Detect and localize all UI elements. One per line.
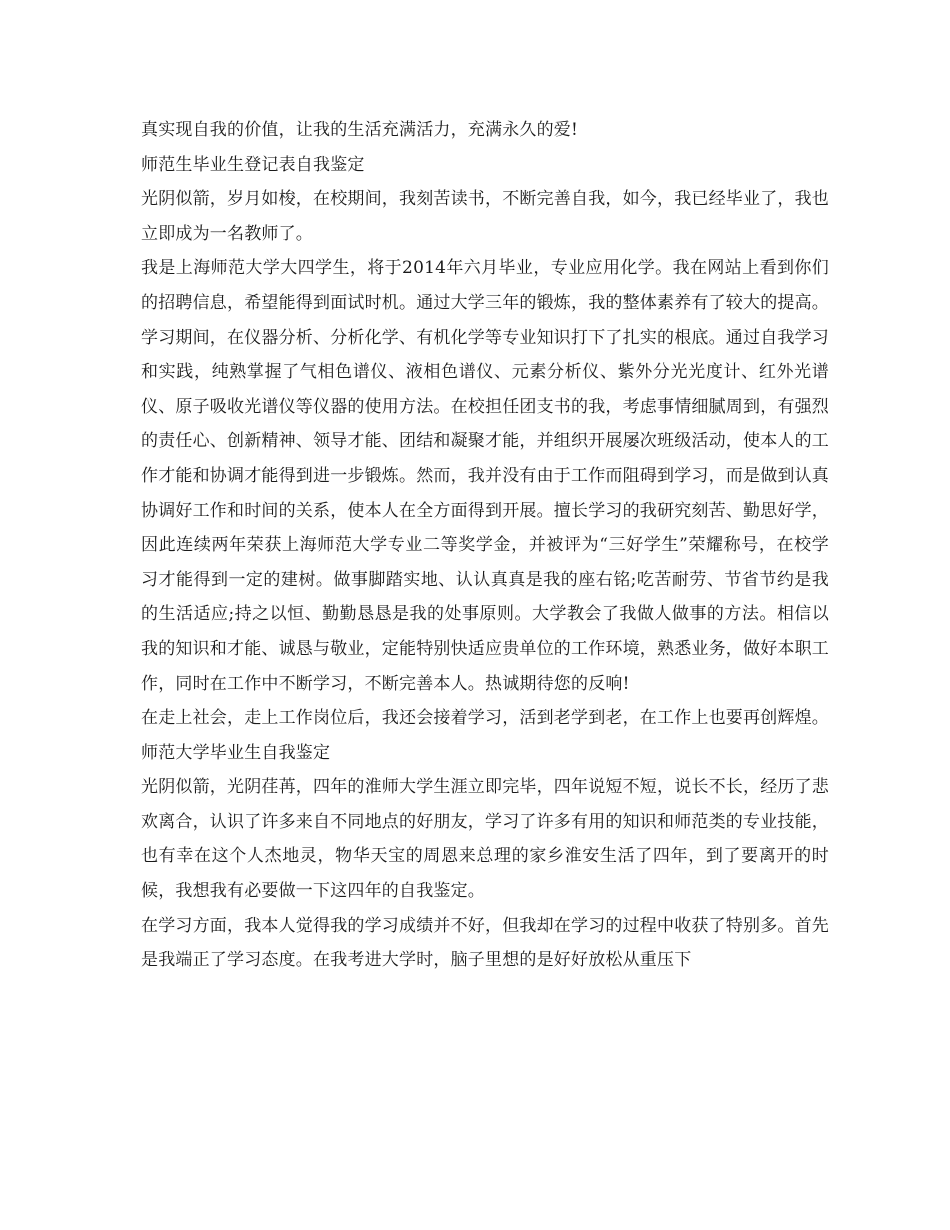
paragraph-four-years: 光阴似箭，光阴荏苒，四年的淮师大学生涯立即完毕，四年说短不短，说长不长，经历了悲欢离合，认识了许多来自不同地点的好朋友，学习了许多有用的知识和师范类的专业技能，也有幸在这个人杰地灵，物华天宝的周恩来总理的家乡淮安生活了四年，到了要离开的时候，我想我有必要做一下这四年的自我鉴定。 <box>141 777 829 902</box>
section-heading-registration-self-appraisal: 师范生毕业生登记表自我鉴定 <box>141 154 365 175</box>
document-body <box>141 113 829 978</box>
paragraph-study: 在学习方面，我本人觉得我的学习成绩并不好，但我却在学习的过程中收获了特别多。首先是我端正了学习态度。在我考进大学时，脑子里想的是好好放松从重压下 <box>141 915 829 971</box>
paragraph-intro: 光阴似箭，岁月如梭，在校期间，我刻苦读书，不断完善自我，如今，我已经毕业了，我也立即成为一名教师了。 <box>141 189 829 244</box>
paragraph-self-introduction: 我是上海师范大学大四学生，将于2014年六月毕业，专业应用化学。我在网站上看到你们的招聘信息，希望能得到面试时机。通过大学三年的锻炼，我的整体素养有了较大的提高。学习期间，在仪器分析、分析化学、有机化学等专业知识打下了扎实的根底。通过自我学习和实践，纯熟掌握了气相色谱仪、液相色谱仪、元素分析仪、紫外分光光度计、红外光谱仪、原子吸收光谱仪等仪器的使用方法。在校担任团支书的我，考虑事情细腻周到，有强烈的责任心、创新精神、领导才能、团结和凝聚才能，并组织开展屡次班级活动，使本人的工作才能和协调才能得到进一步锻炼。然而，我并没有由于工作而阻碍到学习，而是做到认真协调好工作和时间的关系，使本人在全方面得到开展。擅长学习的我研究刻苦、勤思好学，因此连续两年荣获上海师范大学专业二等奖学金，并被评为“三好学生”荣耀称号，在校学习才能得到一定的建树。做事脚踏实地、认认真真是我的座右铭;吃苦耐劳、节省节约是我的生活适应;持之以恒、勤勤恳恳是我的处事原则。大学教会了我做人做事的方法。相信以我的知识和才能、诚恳与敬业，定能特别快适应贵单位的工作环境，熟悉业务，做好本职工作，同时在工作中不断学习，不断完善本人。热诚期待您的反响! <box>141 258 829 694</box>
paragraph-closing-line: 真实现自我的价值，让我的生活充满活力，充满永久的爱! <box>141 120 579 140</box>
section-heading-graduate-self-appraisal: 师范大学毕业生自我鉴定 <box>141 742 331 763</box>
paragraph-future-outlook: 在走上社会，走上工作岗位后，我还会接着学习，活到老学到老，在工作上也要再创辉煌。 <box>141 708 829 729</box>
